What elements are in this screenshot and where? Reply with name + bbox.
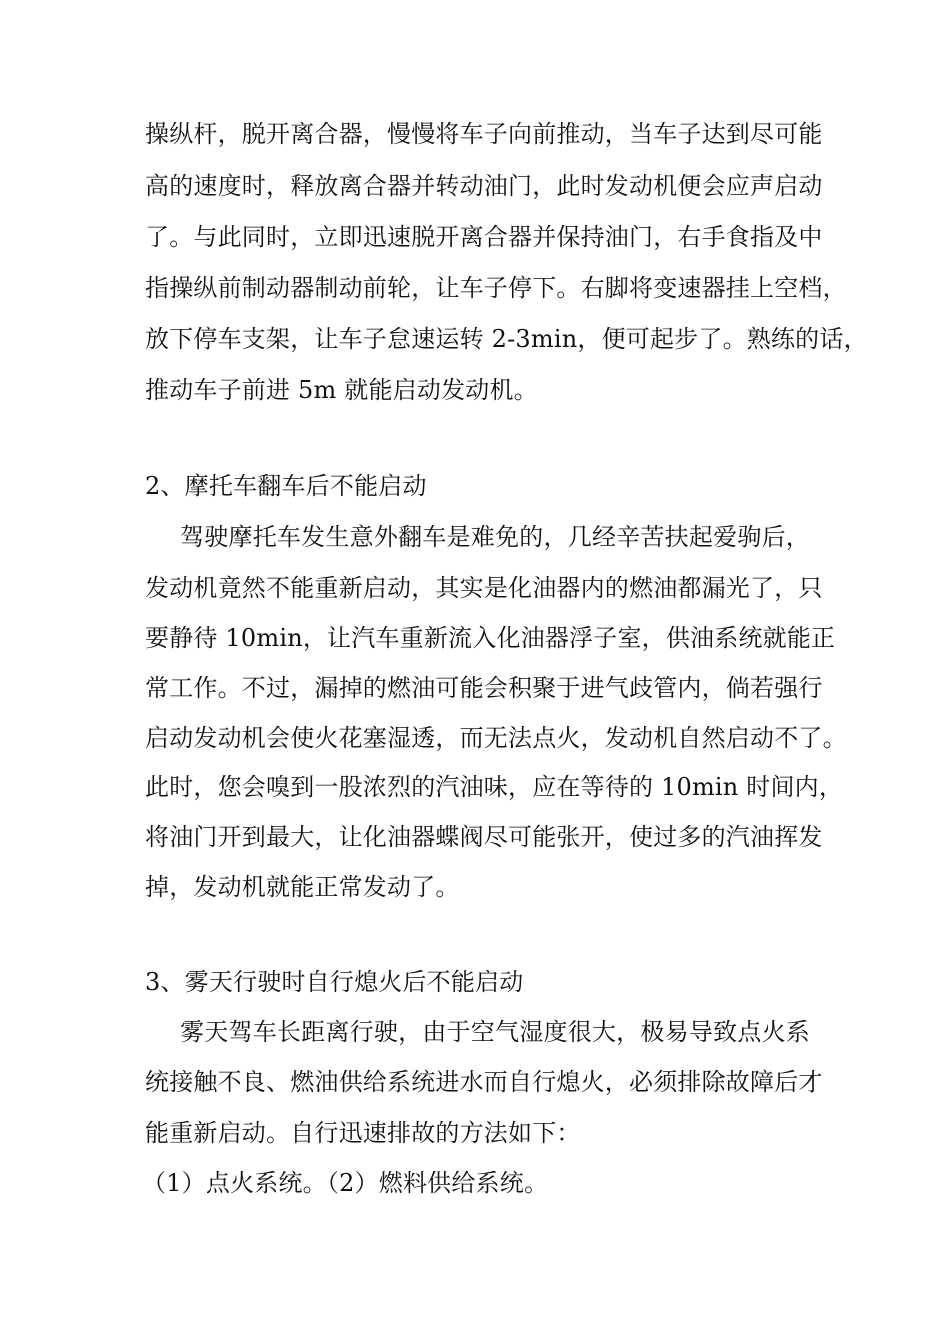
section-heading: 3、雾天行驶时自行熄火后不能启动 <box>145 968 524 996</box>
paragraph-line: 将油门开到最大，让化油器蝶阀尽可能张开，使过多的汽油挥发 <box>145 823 823 851</box>
list-line: （1）点火系统。（2）燃料供给系统。 <box>142 1169 549 1197</box>
paragraph-line: 掉，发动机就能正常发动了。 <box>145 873 460 901</box>
paragraph-line: 放下停车支架，让车子怠速运转 2-3min，便可起步了。熟练的话， <box>145 325 868 353</box>
paragraph-line: 发动机竟然不能重新启动，其实是化油器内的燃油都漏光了，只 <box>145 574 823 602</box>
paragraph-line: 要静待 10min，让汽车重新流入化油器浮子室，供油系统就能正 <box>145 624 836 652</box>
paragraph-line: 驾驶摩托车发生意外翻车是难免的，几经辛苦扶起爱驹后， <box>180 523 810 551</box>
paragraph-line: 操纵杆，脱开离合器，慢慢将车子向前推动，当车子达到尽可能 <box>145 120 823 148</box>
paragraph-line: 了。与此同时，立即迅速脱开离合器并保持油门，右手食指及中 <box>145 223 823 251</box>
paragraph-line: 雾天驾车长距离行驶，由于空气湿度很大，极易导致点火系 <box>180 1018 810 1046</box>
paragraph-line: 常工作。不过，漏掉的燃油可能会积聚于进气歧管内，倘若强行 <box>145 674 823 702</box>
paragraph-line: 推动车子前进 5m 就能启动发动机。 <box>145 376 538 404</box>
paragraph-line: 指操纵前制动器制动前轮，让车子停下。右脚将变速器挂上空档， <box>145 274 847 302</box>
paragraph-line: 此时，您会嗅到一股浓烈的汽油味，应在等待的 10min 时间内， <box>145 773 844 801</box>
paragraph-line: 统接触不良、燃油供给系统进水而自行熄火，必须排除故障后才 <box>145 1068 823 1096</box>
section-heading: 2、摩托车翻车后不能启动 <box>145 472 427 500</box>
paragraph-line: 能重新启动。自行迅速排故的方法如下： <box>145 1119 581 1147</box>
paragraph-line: 启动发动机会使火花塞湿透，而无法点火，发动机自然启动不了。 <box>145 724 847 752</box>
paragraph-line: 高的速度时，释放离合器并转动油门，此时发动机便会应声启动 <box>145 172 823 200</box>
